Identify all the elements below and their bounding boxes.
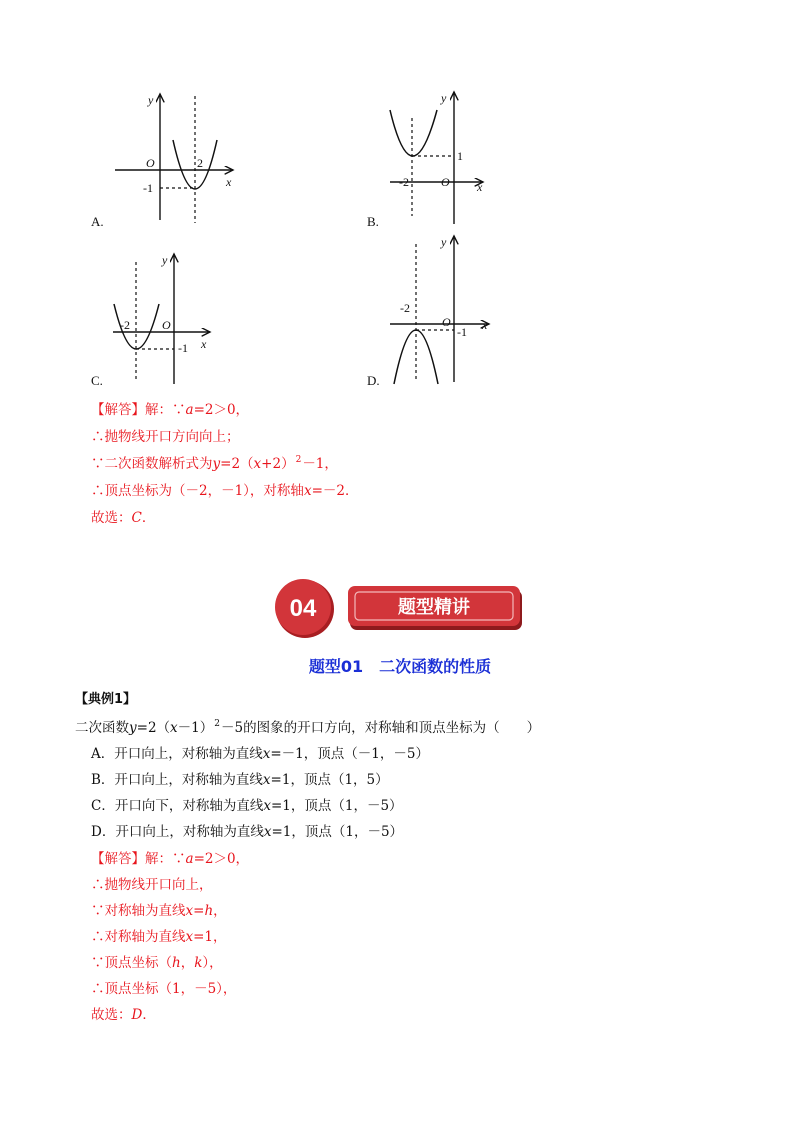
option-d-text: D．开口向上，对称轴为直线: [91, 824, 264, 840]
answer2-l5-a: ∵顶点坐标（: [91, 955, 172, 971]
question-a: 二次函数: [75, 720, 129, 736]
banner-number: 04: [289, 595, 317, 622]
origin-label: O: [162, 318, 171, 332]
answer2-l3-b: ，: [213, 903, 227, 919]
answer2-line1: [91, 847, 249, 867]
example-option-a: [91, 742, 429, 762]
option-c-rest: =1，顶点（1，－5）: [270, 798, 403, 814]
origin-label: O: [441, 175, 450, 189]
section-banner: [272, 578, 528, 640]
answer1-line5: [91, 506, 155, 526]
tick-m2-label: -2: [120, 318, 130, 332]
question-x: x: [170, 720, 178, 736]
graph-option-a: [105, 88, 245, 228]
question-y: y: [129, 720, 137, 736]
answer2-l7-b: ．: [142, 1007, 156, 1023]
x-label: x: [201, 337, 207, 351]
answer1-l1-var: a: [185, 402, 194, 418]
graph-b-svg: [385, 88, 495, 228]
answer1-line4: [91, 479, 358, 499]
x-label: x: [226, 175, 232, 189]
y-label: y: [148, 93, 154, 107]
graph-a-letter: A.: [91, 214, 104, 229]
parabola: [394, 330, 438, 384]
question-sup: 2: [214, 719, 220, 729]
y-label: y: [162, 253, 168, 267]
answer2-l1-var: a: [185, 851, 194, 867]
answer1-l5-a: 故选：: [91, 510, 132, 526]
x-label: x: [482, 318, 488, 332]
graph-d-letter: D.: [367, 373, 380, 388]
x-label: x: [477, 180, 483, 194]
answer2-line4: [91, 925, 227, 945]
option-d-rest: =1，顶点（1，－5）: [271, 824, 404, 840]
question-d: －5的图象的开口方向，对称轴和顶点坐标为（ ）: [221, 720, 541, 736]
answer1-l4-a: ∴顶点坐标为（－2，－1），对称轴: [91, 483, 304, 499]
option-b-text: B．开口向上，对称轴为直线: [91, 772, 263, 788]
answer1-line1: [91, 398, 249, 418]
example-label: 【典例1】: [75, 692, 137, 707]
example-question: [75, 716, 540, 736]
example-option-b: [91, 768, 389, 788]
answer1-l3-y: y: [212, 456, 221, 472]
answer1-l3-d: －1，: [302, 456, 338, 472]
option-b-rest: =1，顶点（1，5）: [270, 772, 389, 788]
answer2-line2: ∴抛物线开口向上，: [91, 877, 213, 893]
answer1-l5-b: ．: [141, 510, 156, 526]
graph-c-svg: [105, 248, 220, 388]
option-b-x: x: [262, 772, 271, 788]
tick-m1-label: -1: [457, 325, 467, 339]
answer2-line3: [91, 899, 227, 919]
answer2-l3-x: x: [185, 903, 194, 919]
answer2-l3-h: h: [204, 903, 214, 919]
graph-option-b: [385, 88, 495, 228]
answer2-l5-sep: ，: [180, 955, 195, 971]
answer2-l4-b: =1，: [193, 929, 227, 945]
section-title: 题型01 二次函数的性质: [308, 657, 492, 676]
option-c-x: x: [263, 798, 271, 814]
answer2-l3-a: ∵对称轴为直线: [91, 903, 186, 919]
origin-label: O: [442, 315, 451, 329]
graph-c-letter: C.: [91, 373, 103, 388]
answer1-l3-c: +2）: [261, 456, 295, 472]
tick-1-label: 1: [457, 149, 463, 163]
banner-label: 题型精讲: [398, 597, 470, 618]
answer1-l4-b: =－2．: [311, 483, 359, 499]
option-a-rest: =－1，顶点（－1，－5）: [270, 746, 429, 762]
option-a-text: A．开口向上，对称轴为直线: [91, 746, 263, 762]
graph-b-letter: B.: [367, 214, 379, 229]
answer2-l5-b: ），: [202, 955, 223, 971]
y-label: y: [441, 91, 447, 105]
answer1-l5-choice: C: [131, 510, 142, 526]
answer1-line2: ∴抛物线开口方向向上；: [91, 429, 240, 445]
answer1-l3-x: x: [253, 456, 262, 472]
answer1-l3-a: ∵二次函数解析式为: [91, 456, 213, 472]
answer2-l3-eq: =: [193, 903, 205, 919]
answer1-l3-sup: 2: [295, 455, 302, 465]
answer2-line5: [91, 951, 223, 971]
option-a-x: x: [262, 746, 271, 762]
tick-m2-label: -2: [400, 301, 410, 315]
answer2-l7-choice: D: [131, 1007, 143, 1023]
answer1-line3: [91, 452, 338, 472]
option-c-text: C．开口向下，对称轴为直线: [91, 798, 264, 814]
y-label: y: [441, 235, 447, 249]
answer1-l1-prefix: 【解答】解：∵: [91, 402, 186, 418]
answer1-l1-rest: =2＞0，: [193, 402, 250, 418]
answer2-l5-h: h: [172, 955, 181, 971]
origin-label: O: [146, 156, 155, 170]
tick-m1-label: -1: [178, 341, 188, 355]
option-d-x: x: [263, 824, 272, 840]
graph-option-d: [385, 232, 495, 387]
tick-2-label: 2: [197, 156, 203, 170]
answer2-l5-k: k: [194, 955, 203, 971]
example-option-c: [91, 794, 403, 814]
graph-d-svg: [385, 232, 495, 387]
tick-m1-label: -1: [143, 181, 153, 195]
answer2-line7: [91, 1003, 156, 1023]
question-b: =2（: [136, 720, 171, 736]
answer2-l7-a: 故选：: [91, 1007, 132, 1023]
answer2-l1-prefix: 【解答】解：∵: [91, 851, 186, 867]
banner-graphic: [272, 578, 528, 640]
question-c: －1）: [177, 720, 214, 736]
graph-option-c: [105, 248, 220, 388]
parabola: [390, 110, 437, 156]
answer2-l1-rest: =2＞0，: [193, 851, 250, 867]
answer1-l3-b: =2（: [220, 456, 254, 472]
answer2-l4-x: x: [185, 929, 194, 945]
example-option-d: [91, 820, 403, 840]
answer2-line6: ∴顶点坐标（1，－5），: [91, 981, 237, 997]
graph-a-svg: [105, 88, 245, 228]
tick-m2-label: -2: [399, 175, 409, 189]
answer2-l4-a: ∴对称轴为直线: [91, 929, 186, 945]
answer1-l4-x: x: [303, 483, 312, 499]
